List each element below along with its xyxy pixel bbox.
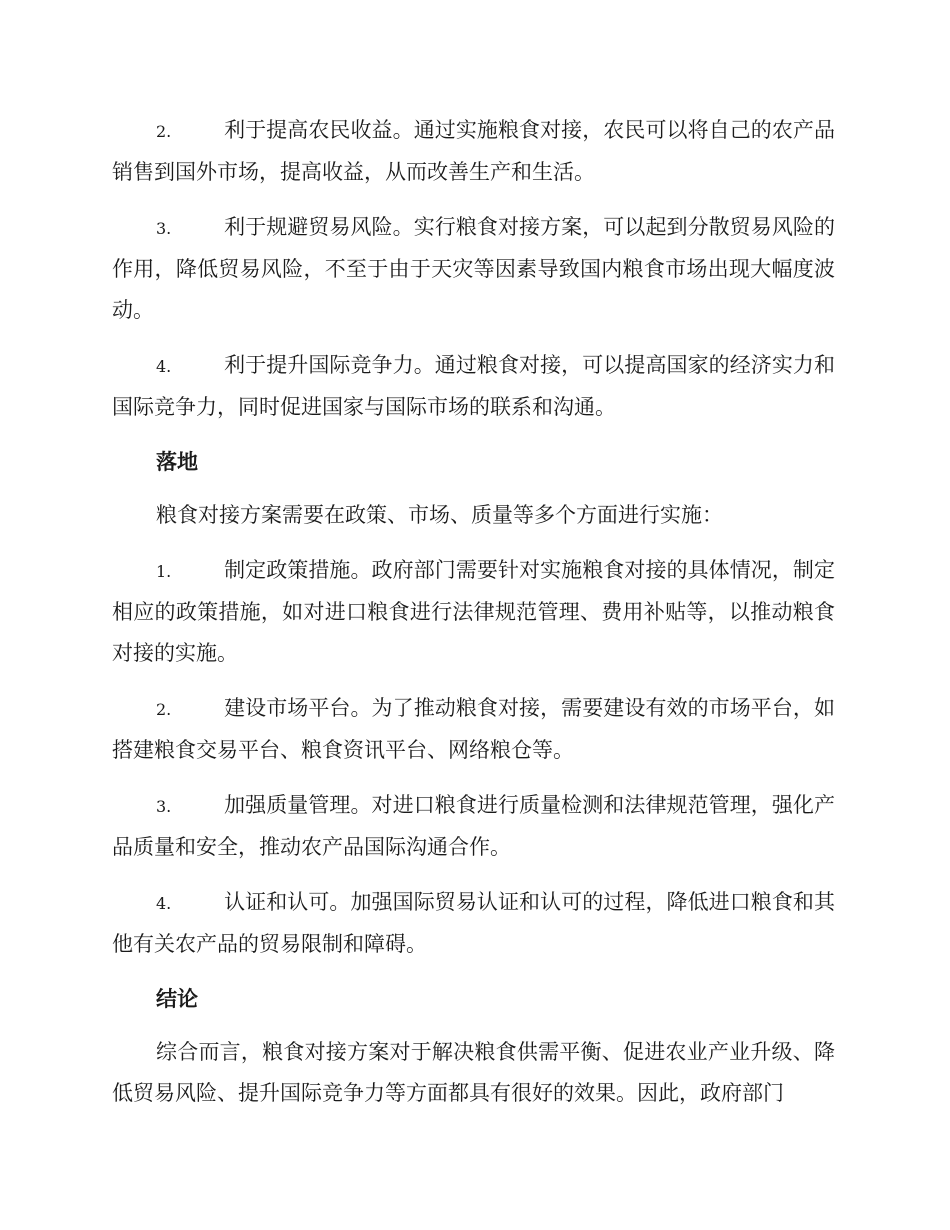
item-number: 3. [156,219,172,238]
list-item [112,550,835,674]
item-text: 加强质量管理。对进口粮食进行质量检测和法律规范管理，强化产品质量和安全，推动农产品国际沟通合作。 [112,793,835,859]
section-heading-landing: 落地 [156,450,198,474]
item-text: 利于提高农民收益。通过实施粮食对接，农民可以将自己的农产品销售到国外市场，提高收益，从而改善生产和生活。 [112,118,835,184]
section-heading-conclusion: 结论 [156,987,198,1011]
landing-intro: 粮食对接方案需要在政策、市场、质量等多个方面进行实施： [156,503,723,527]
item-number: 4. [156,357,172,376]
benefits-list [112,110,835,428]
item-text: 认证和认可。加强国际贸易认证和认可的过程，降低进口粮食和其他有关农产品的贸易限制和障碍。 [112,890,835,956]
list-item [112,785,835,868]
item-number: 2. [156,700,172,719]
item-text: 利于规避贸易风险。实行粮食对接方案，可以起到分散贸易风险的作用，降低贸易风险，不至于由于天灾等因素导致国内粮食市场出现大幅度波动。 [112,215,835,322]
list-item [112,345,835,428]
item-number: 3. [156,797,172,816]
list-item [112,688,835,771]
conclusion-text: 综合而言，粮食对接方案对于解决粮食供需平衡、促进农业产业升级、降低贸易风险、提升国际竞争力等方面都具有很好的效果。因此，政府部门 [112,1040,835,1105]
item-number: 2. [156,122,172,141]
list-item [112,207,835,331]
item-text: 利于提升国际竞争力。通过粮食对接，可以提高国家的经济实力和国际竞争力，同时促进国家与国际市场的联系和沟通。 [112,353,835,419]
item-text: 制定政策措施。政府部门需要针对实施粮食对接的具体情况，制定相应的政策措施，如对进口粮食进行法律规范管理、费用补贴等，以推动粮食对接的实施。 [112,558,835,665]
item-text: 建设市场平台。为了推动粮食对接，需要建设有效的市场平台，如搭建粮食交易平台、粮食资讯平台、网络粮仓等。 [112,696,835,762]
item-number: 4. [156,894,172,913]
list-item [112,110,835,193]
item-number: 1. [156,562,172,581]
list-item [112,882,835,965]
conclusion-section [112,1032,835,1114]
landing-section [112,495,835,965]
